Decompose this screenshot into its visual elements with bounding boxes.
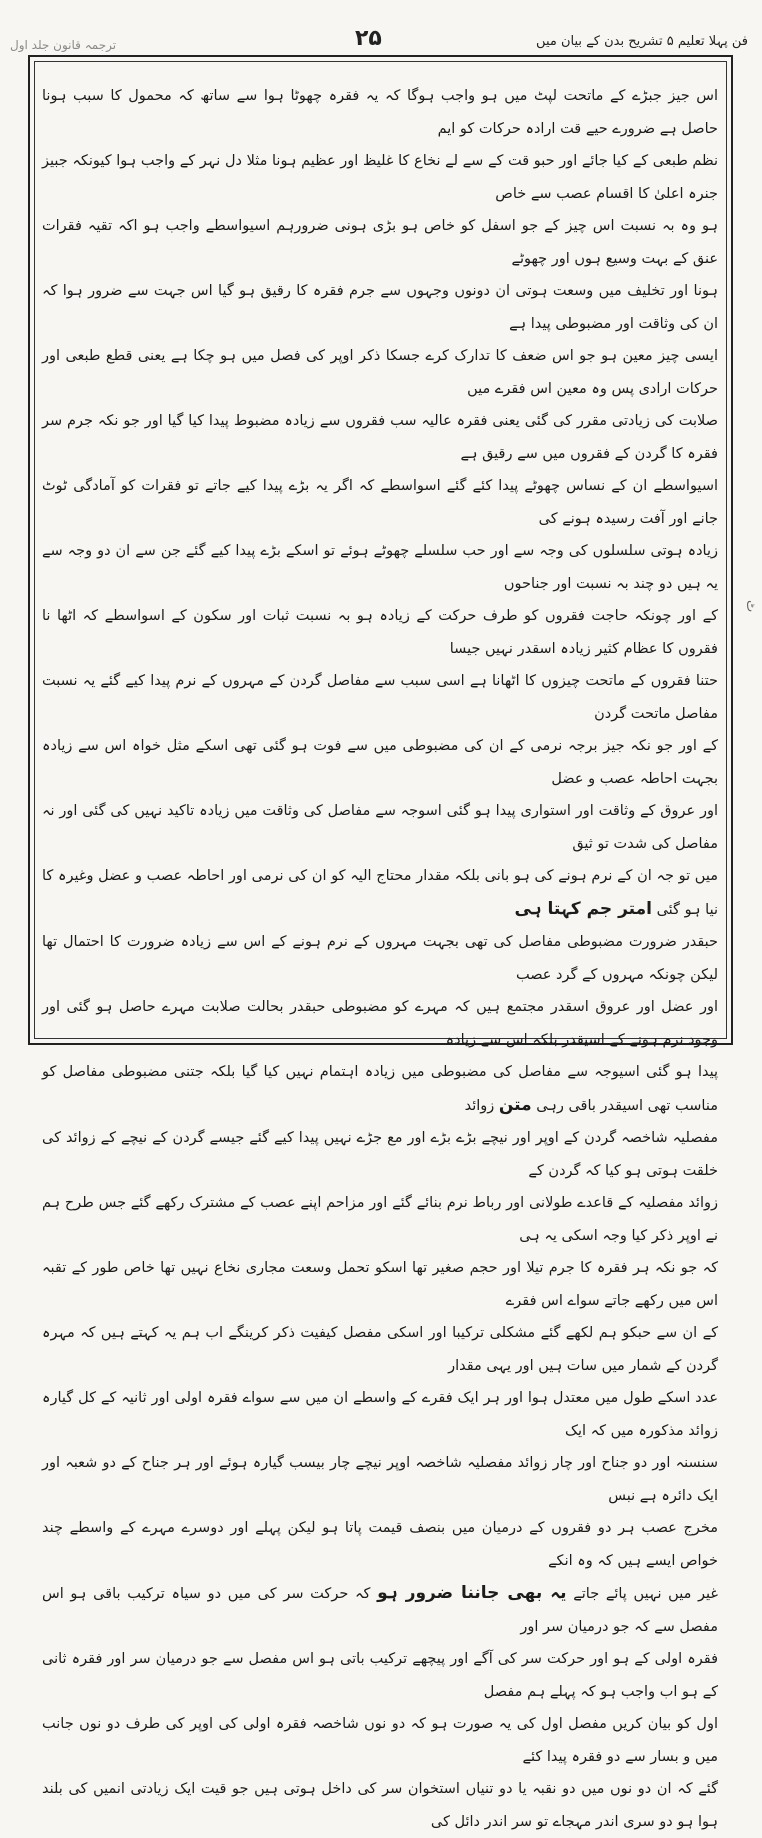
margin-note: ٹ [743,600,758,613]
header-left-title: ترجمہ قانون جلد اول [10,38,117,52]
text-line: اسیواسطے ان کے نساس چھوٹے پیدا کئے گئے اسواسطے کہ اگر یہ بڑے پیدا کیے جاتے تو فقرات کو آمادگی ٹوٹ جانے اور آفت رسیدہ ہونے کی [42,478,718,527]
text-line: زوائد مفصلیہ کے قاعدے طولانی اور رباط نرم بنائے گئے اور مزاحم اپنے عصب کے مشترک رکھے گئے جس طرح ہم نے اوپر ذکر کیا وجہ اسکی یہ ہی [42,1195,718,1244]
highlight-jaanna: یہ بھی جاننا ضرور ہو [377,1583,567,1603]
text-line: ہو وہ بہ نسبت اس چیز کے جو اسفل کو خاص ہو بڑی ہونی ضرورہم اسیواسطے واجب ہو اکہ تقیہ فقرات عنق کے بہت وسیع ہوں اور چھوٹے [42,218,718,267]
text-line: نظم طبعی کے کیا جائے اور حبو قت کے سے لے نخاع کا غلیظ اور عظیم ہونا مثلا دل نہر کے واجب ہوا کیونکہ جبیز جنرہ اعلیٰ کا اقسام عصب سے خاص [42,153,718,202]
text-line: حتنا فقروں کے ماتحت چیزوں کا اٹھانا ہے اسی سبب سے مفاصل گردن کے مہروں کے نرم پیدا کیے گئے یہ نسبت مفاصل ماتحت گردن [42,673,718,722]
page-number: ۲۵ [355,26,382,51]
text-line: صلابت کی زیادتی مقرر کی گئی یعنی فقرہ عالیہ سب فقروں سے زیادہ مضبوط پیدا کیا گیا اور جو نکہ جرم سر فقرہ کا گردن کے فقروں میں سے رقیق ہے [42,413,718,462]
text-line: گئے کہ ان دو نوں میں دو نقبہ یا دو تنیاں استخوان سر کی داخل ہوتی ہیں جو قیت ایک زیادتی انمیں کی بلند ہوا ہو دو سری اندر مہجاے تو سر اندر دائل کی [42,1781,718,1830]
text-line: اور عضل اور عروق اسقدر مجتمع ہیں کہ مہرے کو مضبوطی حبقدر بحالت صلابت مہرے حاصل ہو گئی اور وجود نرم ہونے کے اسیقدر بلکہ اس سے زیادہ [42,999,718,1048]
body-text [42,80,719,1830]
highlight-matn: متن [498,1094,532,1115]
highlight-mutarjim: امتر جم کہتا ہی [514,898,652,919]
text-line: ایسی چیز معین ہو جو اس ضعف کا تدارک کرے جسکا ذکر اوپر کی فصل میں ہو چکا ہے یعنی قطع طبعی اور حرکات ارادی پس وہ معین اس فقرے میں [42,348,718,397]
text-line: کے اور جو نکہ جیز برجہ نرمی کے ان کی مضبوطی میں سے فوت ہو گئی تھی اسکے مثل خواہ اس سے زیادہ بجہت احاطہ عصب و عضل [42,738,718,787]
text-line: عدد اسکے طول میں معتدل ہوا اور ہر ایک فقرے کے واسطے ان میں سے سواے فقرہ اولی اور ثانیہ کے کل گیارہ زوائد مذکورہ میں کہ ایک [42,1390,718,1439]
text-line: حبقدر ضرورت مضبوطی مفاصل کی تھی بجہت مہروں کے نرم ہونے کے اس سے زیادہ ضرورت کا احتمال تھا لیکن چونکہ مہروں کے گرد عصب [42,934,718,983]
text-line: اس جیز جبڑے کے ماتحت لپٹ میں ہو واجب ہوگا کہ یہ فقرہ چھوٹا ہوا سے ساتھ کہ محمول کا سبب ہونا حاصل ہے ضرورے حیے قت ارادہ حرکات کو ایم [42,88,718,137]
text-line: پیدا ہو گئی اسیوجہ سے مفاصل کی مضبوطی میں زیادہ اہتمام نہیں کیا گیا بلکہ جتنی مضبوطی مفاصل کو مناسب تھی اسیقدر باقی رہی متن زوائد [42,1064,718,1115]
text-line: زیادہ ہوتی سلسلوں کی وجہ سے اور حب سلسلے چھوٹے ہوئے تو اسکے بڑے پیدا کیے گئے جن سے ان دو وجہ سے یہ ہیں دو چند بہ نسبت اور جناحوں [42,543,718,592]
text-line: فقرہ اولی کے ہو اور حرکت سر کی آگے اور پیچھے ترکیب باتی ہو اس مفصل سے جو درمیان سر اور فقرہ ثانی کے ہو اب واجب ہو کہ پہلے ہم مفصل [42,1651,718,1700]
text-line: کے ان سے حبکو ہم لکھے گئے مشکلی ترکیبا اور اسکی مفصل کیفیت ذکر کرینگے اب ہم یہ کہتے ہیں کہ مہرہ گردن کے شمار میں سات ہیں اور یہی مقدار [42,1325,718,1374]
text-line: مفصلیہ شاخصہ گردن کے اوپر اور نیچے بڑے بڑے اور مع جڑے نہیں پیدا کیے گئے جیسے گردن کے نیچے کے زوائد کی خلقت ہوتی ہو کیا کہ گردن کے [42,1130,718,1179]
text-line: غیر میں نہیں پائے جاتے یہ بھی جاننا ضرور ہو کہ حرکت سر کی میں دو سیاہ ترکیب باقی ہو اس مفصل سے کہ جو درمیان سر اور [42,1583,719,1635]
text-line: کہ جو نکہ ہر فقرہ کا جرم تیلا اور حجم صغیر تھا اسکو تحمل وسعت مجاری نخاع نہیں تھا خاص طور کے تقبہ اس میں رکھے جاتے سواے اس فقرے [42,1260,718,1309]
text-line: اور عروق کے وثاقت اور استواری پیدا ہو گئی اسوجہ سے مفاصل کی وثاقت میں زیادہ تاکید نہیں کی گئی اور نہ مفاصل کی شدت تو ثیق [42,803,718,852]
text-line: سنسنہ اور دو جناح اور چار زوائد مفصلیہ شاخصہ اوپر نیچے چار بیسب گیارہ ہوئے اور ہر جناح کے دو شعبہ اور ایک دائرہ ہے نبس [42,1455,718,1504]
text-line: اول کو بیان کریں مفصل اول کی یہ صورت ہو کہ دو نوں شاخصہ فقرہ اولی کی اوپر کی طرف دو نوں جانب میں و بسار سے دو فقرہ پیدا کئے [42,1716,718,1765]
text-line: ہونا اور تخلیف میں وسعت ہوتی ان دونوں وجہوں سے جرم فقرہ کا رقیق ہو گیا اس جہت سے ضرور ہوا کہ ان کی وثاقت اور مضبوطی پیدا ہے [42,283,718,332]
header-right-title: فن پہلا تعلیم ۵ تشریح بدن کے بیان میں [536,34,748,49]
text-line: کے اور چونکہ حاجت فقروں کو طرف حرکت کے زیادہ ہو بہ نسبت ثبات اور سکون کے اسواسطے کہ اٹھا نا فقروں کا عظام کثیر زیادہ اسقدر نہیں جیسا [42,608,718,657]
text-line: میں تو جہ ان کے نرم ہونے کی ہو بانی بلکہ مقدار محتاج الیہ کو ان کی نرمی اور احاطہ عصب و عضل وغیرہ کا نیا ہو گئی امتر جم کہتا ہی [42,868,718,919]
text-line: مخرج عصب ہر دو فقروں کے درمیان میں بنصف قیمت پاتا ہو لیکن پہلے اور دوسرے مہرے کے واسطے چند خواص ایسے ہیں کہ وہ انکے [42,1520,718,1569]
